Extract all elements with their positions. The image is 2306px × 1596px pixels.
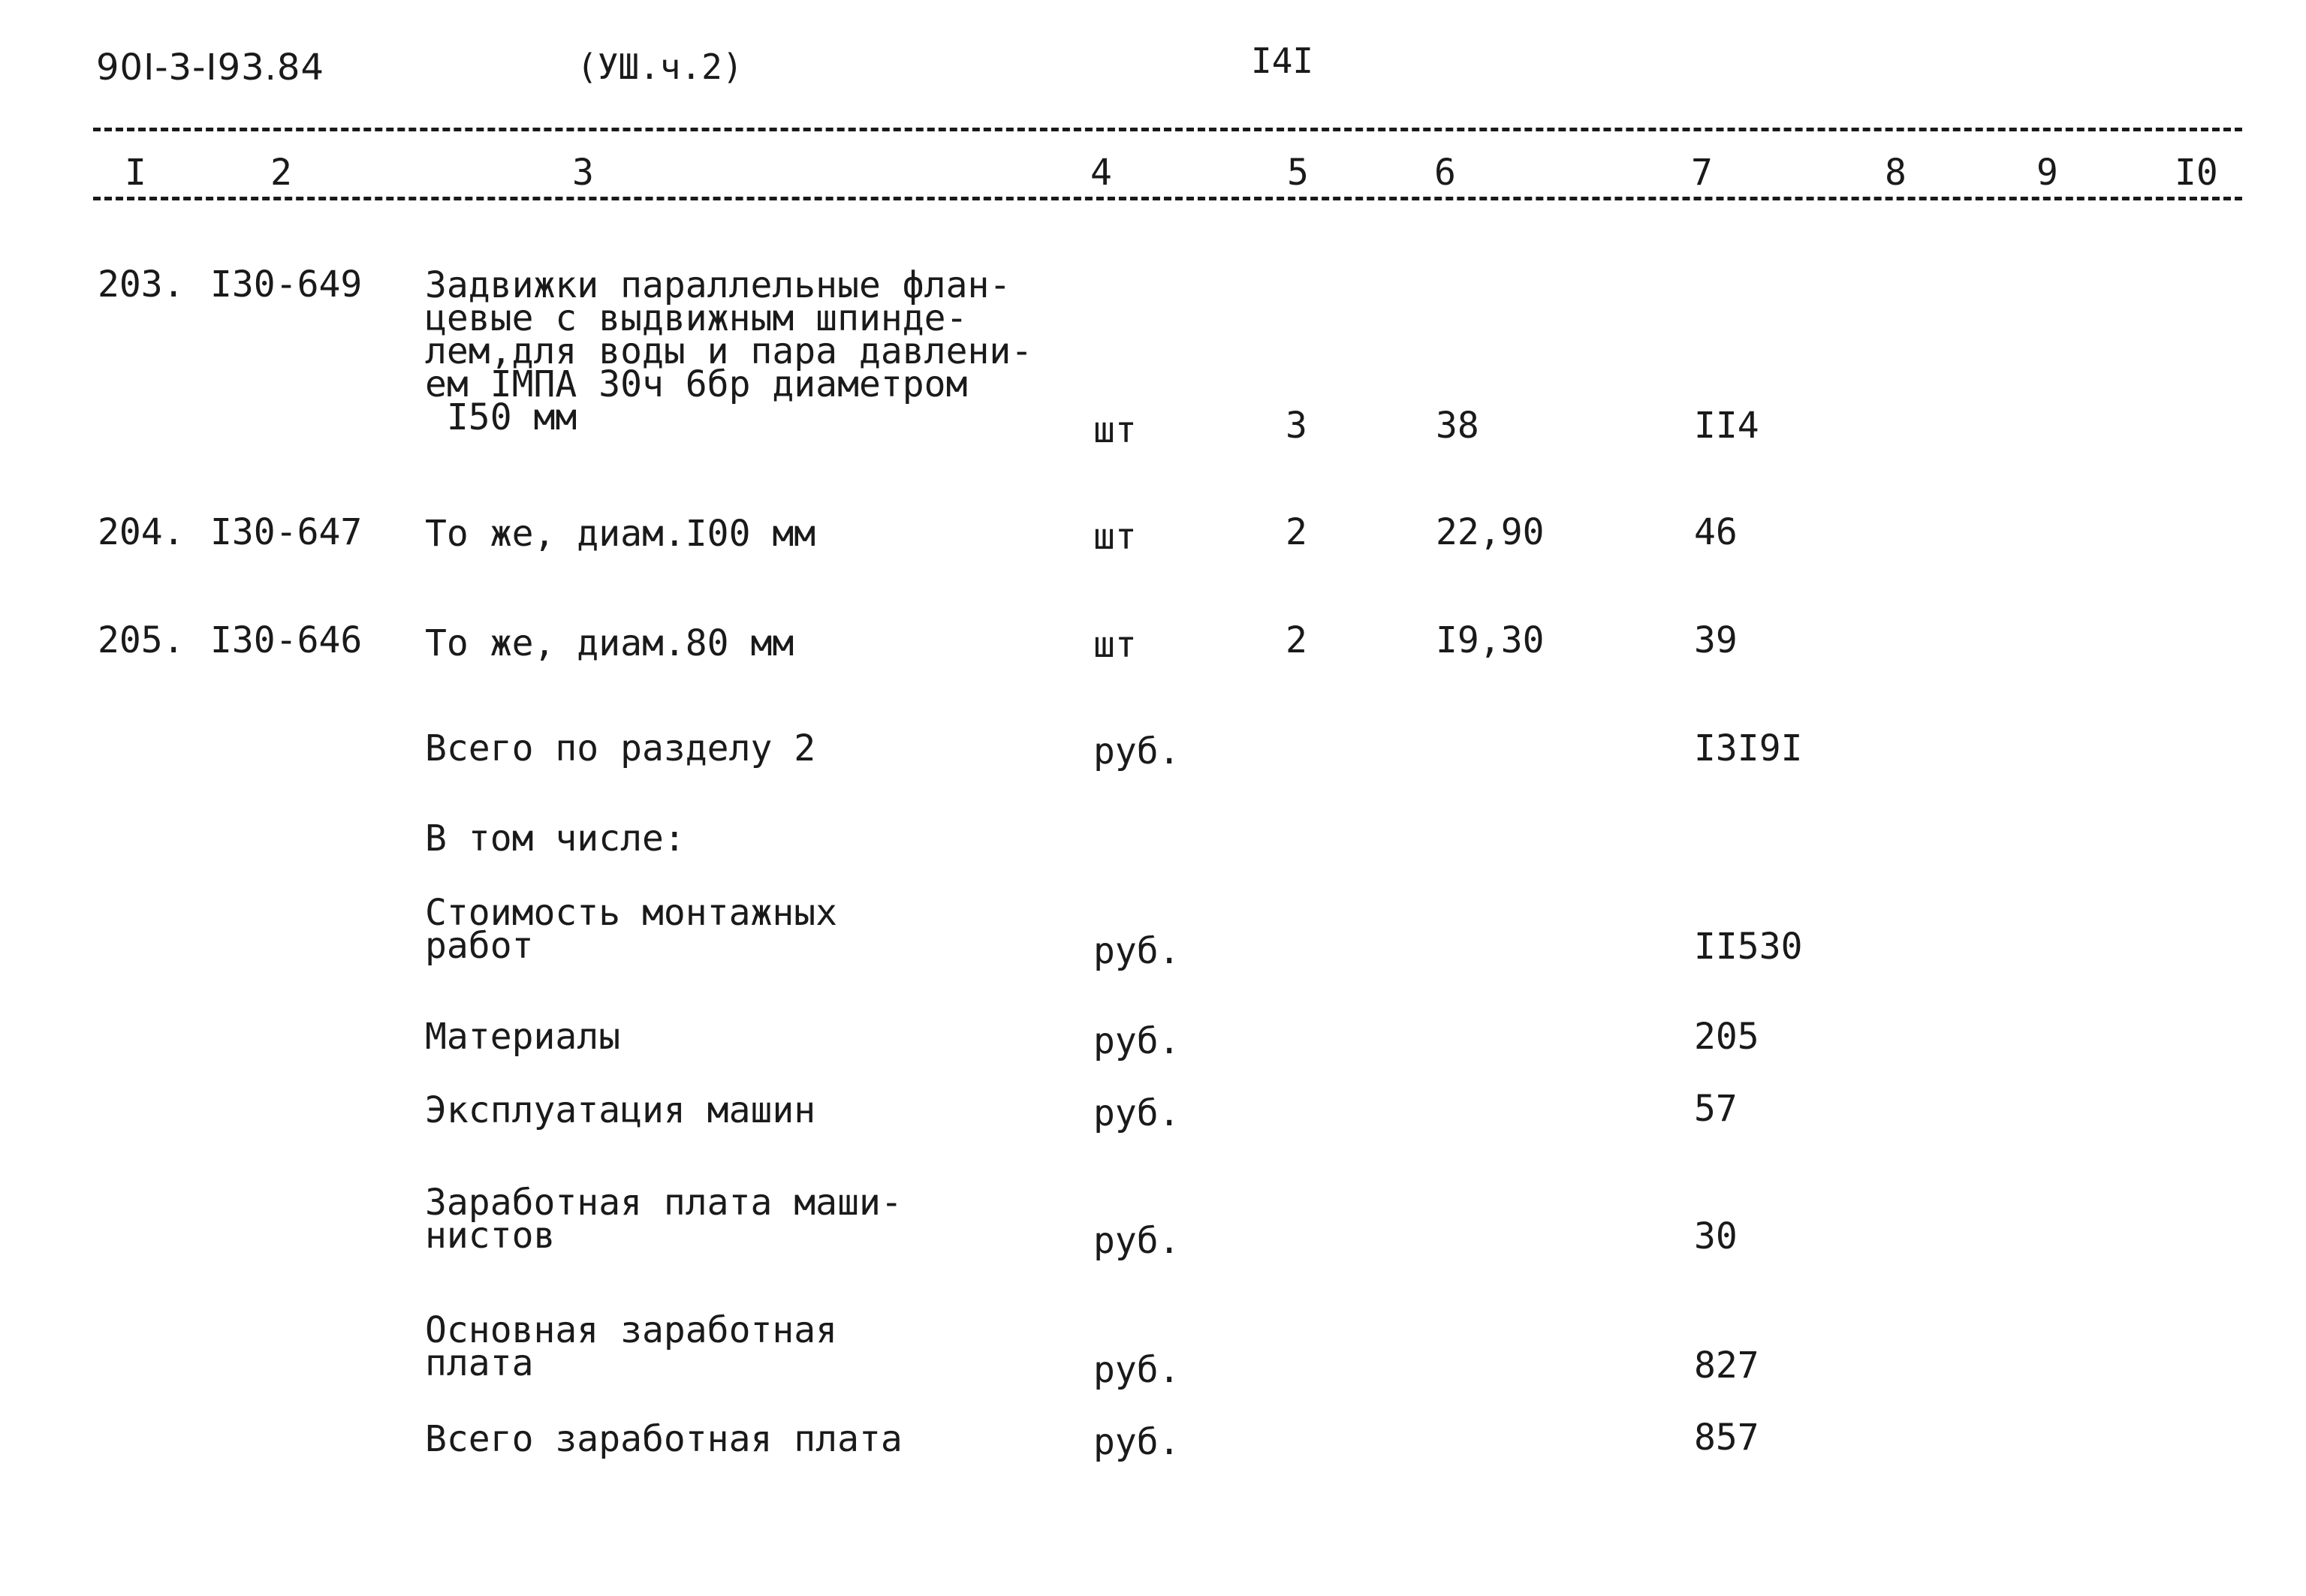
- description-line: лем,для воды и пара давлени-: [425, 330, 1033, 372]
- summary-total: 857: [1694, 1417, 1759, 1459]
- summary-total: 57: [1694, 1088, 1738, 1130]
- summary-total: 30: [1694, 1215, 1738, 1257]
- summary-label: Эксплуатация машин: [425, 1089, 816, 1131]
- header-divider-top: [93, 128, 2242, 131]
- unit: шт: [1093, 624, 1137, 666]
- unit-price: I9,30: [1436, 619, 1545, 661]
- summary-total: II530: [1694, 926, 1803, 968]
- quantity: 2: [1286, 511, 1307, 553]
- unit: руб.: [1093, 1220, 1180, 1262]
- column-number-10: I0: [2170, 155, 2223, 191]
- unit: руб.: [1093, 730, 1180, 772]
- unit: руб.: [1093, 930, 1180, 972]
- unit: руб.: [1093, 1092, 1180, 1134]
- unit: руб.: [1093, 1020, 1180, 1062]
- price-code: I30-646: [210, 619, 363, 661]
- total-cost: II4: [1694, 405, 1759, 447]
- description-line: ем IМПА 30ч 6бр диаметром: [425, 363, 968, 405]
- row-number: 205.: [98, 619, 185, 661]
- unit: шт: [1093, 516, 1137, 558]
- column-number-6: 6: [1430, 155, 1460, 191]
- column-number-7: 7: [1687, 155, 1717, 191]
- row-number: 203.: [98, 263, 185, 306]
- column-number-9: 9: [2032, 155, 2063, 191]
- summary-label: Всего заработная плата: [425, 1418, 903, 1460]
- description-line: работ: [425, 925, 534, 967]
- unit: шт: [1093, 409, 1137, 451]
- row-number: 204.: [98, 511, 185, 553]
- summary-label: [425, 892, 838, 967]
- header-divider-bottom: [93, 197, 2242, 200]
- page-number: I4I: [1251, 41, 1314, 81]
- description-line: Заработная плата маши-: [425, 1182, 903, 1224]
- column-number-4: 4: [1086, 155, 1117, 191]
- column-number-1: I: [120, 155, 151, 191]
- total-cost: 39: [1694, 619, 1738, 661]
- quantity: 3: [1286, 405, 1307, 447]
- description-line: Задвижки параллельные флан-: [425, 264, 1011, 306]
- document-part: (УШ.ч.2): [577, 47, 743, 87]
- summary-total: 205: [1694, 1016, 1759, 1058]
- summary-label: [425, 1309, 838, 1384]
- description-line: I50 мм: [425, 396, 577, 438]
- summary-label: Всего по разделу 2: [425, 727, 816, 769]
- document-code: 90I-3-I93.84: [96, 47, 324, 89]
- description-line: нистов: [425, 1215, 556, 1257]
- column-number-3: 3: [568, 155, 598, 191]
- summary-label: Материалы: [425, 1016, 621, 1058]
- summary-label: [425, 1182, 903, 1257]
- unit-price: 38: [1436, 405, 1479, 447]
- summary-label: В том числе:: [425, 818, 686, 860]
- item-description: [425, 264, 1033, 438]
- quantity: 2: [1286, 619, 1307, 661]
- total-cost: 46: [1694, 511, 1738, 553]
- description-line: плата: [425, 1342, 534, 1384]
- column-number-5: 5: [1283, 155, 1313, 191]
- summary-total: I3I9I: [1694, 727, 1803, 769]
- summary-total: 827: [1694, 1345, 1759, 1387]
- unit: руб.: [1093, 1421, 1180, 1463]
- column-number-2: 2: [266, 155, 297, 191]
- description-line: цевые с выдвижным шпинде-: [425, 297, 968, 339]
- price-code: I30-647: [210, 511, 363, 553]
- description-line: Основная заработная: [425, 1309, 838, 1351]
- column-number-8: 8: [1880, 155, 1911, 191]
- unit-price: 22,90: [1436, 511, 1545, 553]
- item-description: То же, диам.80 мм: [425, 622, 794, 664]
- unit: руб.: [1093, 1349, 1180, 1391]
- description-line: Стоимость монтажных: [425, 892, 838, 934]
- price-code: I30-649: [210, 263, 363, 306]
- item-description: То же, диам.I00 мм: [425, 513, 816, 555]
